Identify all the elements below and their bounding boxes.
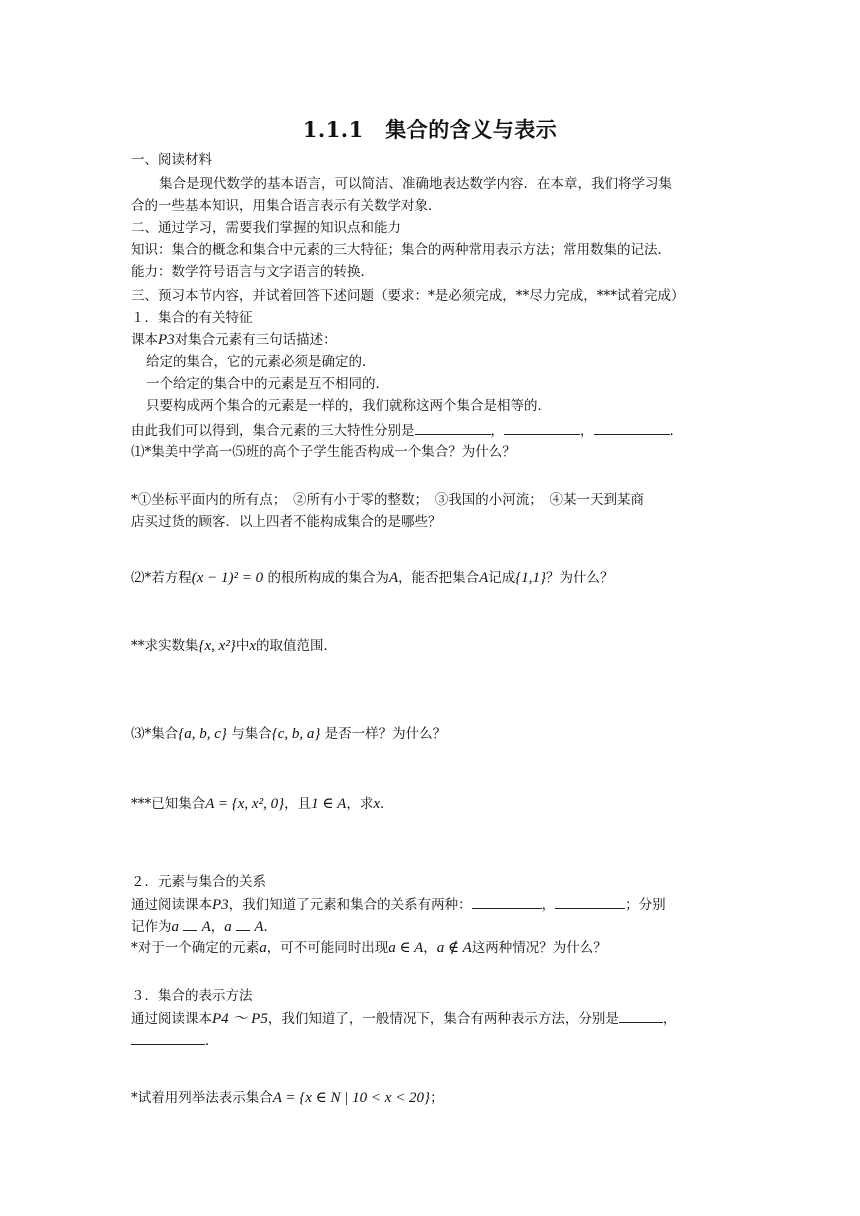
text-segment: ⑵*若方程 [131,570,192,586]
text-segment: ，我们知道了，一般情况下，集合有两种表示方法，分别是 [267,1011,619,1027]
separator: ， [210,919,225,935]
answer-blank[interactable] [472,894,542,909]
text-segment: ⑶*集合 [131,726,179,742]
statement-3: 只要构成两个集合的元素是一样的，我们就称这两个集合是相等的． [146,398,551,414]
text-segment: 记作为 [131,919,172,935]
math-variable: x [249,638,256,654]
answer-blank[interactable] [415,420,491,435]
knowledge-line: 知识：集合的概念和集合中元素的三大特征；集合的两种常用表示方法；常用数集的记法． [131,242,671,258]
math-page-ref: P3 [212,897,229,913]
text-segment: 记成 [488,570,516,586]
math-page-ref: P3 [158,332,175,348]
separator: ， [490,423,504,439]
separator: ， [423,940,437,956]
separator: ， [662,1011,677,1027]
math-set-builder: A = {x ∈ N | 10 < x < 20} [272,1090,431,1106]
reading-paragraph-line-1: 集合是现代数学的基本语言，可以简洁、准确地表达数学内容．在本章，我们将学习集 [159,176,672,192]
text-segment: ； [430,1090,444,1106]
representation-line-2 [131,1030,731,1051]
relation-line-2 [131,916,731,937]
text-segment: ，能否把集合 [398,570,480,586]
math-non-membership: a ∉ A [436,940,472,956]
text-segment: 的根所构成的集合为 [267,570,389,586]
reading-paragraph-line-2: 合的一些基本知识，用集合语言表示有关数学对象． [131,198,442,214]
math-set-name: A [254,919,264,935]
section-heading-preview: 三、预习本节内容，并试着回答下述问题（要求：*是必须完成，**尽力完成，***试着完成） [131,288,685,304]
math-membership: a ∈ A [388,940,424,956]
text-segment: ，可不可能同时出现 [266,940,389,956]
text-segment: ． [380,796,394,812]
answer-blank[interactable] [236,916,250,931]
answer-blank[interactable] [504,420,580,435]
text-segment: 通过阅读课本 [131,1011,212,1027]
text-segment: ，求 [346,796,374,812]
three-properties-line [131,420,731,441]
question-sets-line-2: 店买过货的顾客．以上四者不能构成集合的是哪些？ [131,514,442,530]
answer-blank[interactable] [594,420,670,435]
math-membership: 1 ∈ A [311,796,347,812]
text-segment: ？为什么？ [546,570,614,586]
subsection-heading-2: ２．元素与集合的关系 [131,874,266,890]
text-segment: 由此我们可以得到，集合元素的三大特性分别是 [131,423,415,439]
text-segment: 中 [235,638,250,654]
question-3-extension [131,794,731,814]
question-2 [131,568,731,588]
separator: ． [669,423,683,439]
text-segment: 课本 [131,332,158,348]
text-segment: *试着用列举法表示集合 [131,1090,273,1106]
text-segment: ，我们知道了元素和集合的关系有两种： [228,897,472,913]
textbook-reference-line [131,330,731,350]
relation-line-1 [131,894,731,915]
math-variable: a [171,919,179,935]
answer-blank[interactable] [619,1008,663,1023]
text-segment: 这两种情况？为什么？ [471,940,607,956]
text-segment: 与集合 [231,726,272,742]
math-set: {1,1} [515,570,547,586]
question-2-extension [131,636,731,656]
statement-2: 一个给定的集合中的元素是互不相同的． [146,376,389,392]
math-set: {c, b, a} [271,726,321,742]
statement-1: 给定的集合，它的元素必须是确定的． [146,354,376,370]
question-sets-line-1: *①坐标平面内的所有点； ②所有小于零的整数； ③我国的小河流； ④某一天到某商 [131,492,644,508]
math-equation: (x − 1)² = 0 [191,570,264,586]
separator: ． [205,1033,219,1049]
text-segment: ；分别 [625,897,666,913]
separator: ． [263,919,278,935]
representation-line-1 [131,1008,731,1029]
text-segment: 的取值范围． [255,638,337,654]
roster-method-question [131,1088,731,1108]
text-segment: 是否一样？为什么？ [324,726,447,742]
answer-blank[interactable] [555,894,625,909]
text-segment: 对集合元素有三句话描述： [174,332,337,348]
text-segment: 通过阅读课本 [131,897,212,913]
separator: ， [580,423,594,439]
math-variable: a [259,940,267,956]
text-segment: *对于一个确定的元素 [131,940,260,956]
math-set-name: A [388,570,399,586]
math-set: {a, b, c} [178,726,227,742]
math-variable: a [224,919,232,935]
text-segment: ***已知集合 [131,796,206,812]
ability-line: 能力：数学符号语言与文字语言的转换． [131,264,374,280]
text-segment: ，且 [284,796,312,812]
subsection-heading-3: ３．集合的表示方法 [131,988,253,1004]
subsection-heading-1: １．集合的有关特征 [131,310,253,326]
section-heading-reading: 一、阅读材料 [131,152,212,168]
math-variable: x [373,796,381,812]
page-title: 1.1.1 集合的含义与表示 [302,117,558,142]
math-set-name: A [201,919,211,935]
separator: ， [541,897,556,913]
text-segment: **求实数集 [131,638,199,654]
relation-question [131,938,731,958]
math-set: {x, x²} [198,638,236,654]
answer-blank[interactable] [183,916,197,931]
question-1: ⑴*集美中学高一⑸班的高个子学生能否构成一个集合？为什么？ [131,444,516,460]
section-heading-goals: 二、通过学习，需要我们掌握的知识点和能力 [131,220,401,236]
math-set-name: A [479,570,489,586]
answer-blank[interactable] [131,1030,205,1045]
math-page-range: P4 ～ P5 [212,1011,268,1027]
question-3 [131,724,731,744]
math-set-definition: A = {x, x², 0} [205,796,285,812]
